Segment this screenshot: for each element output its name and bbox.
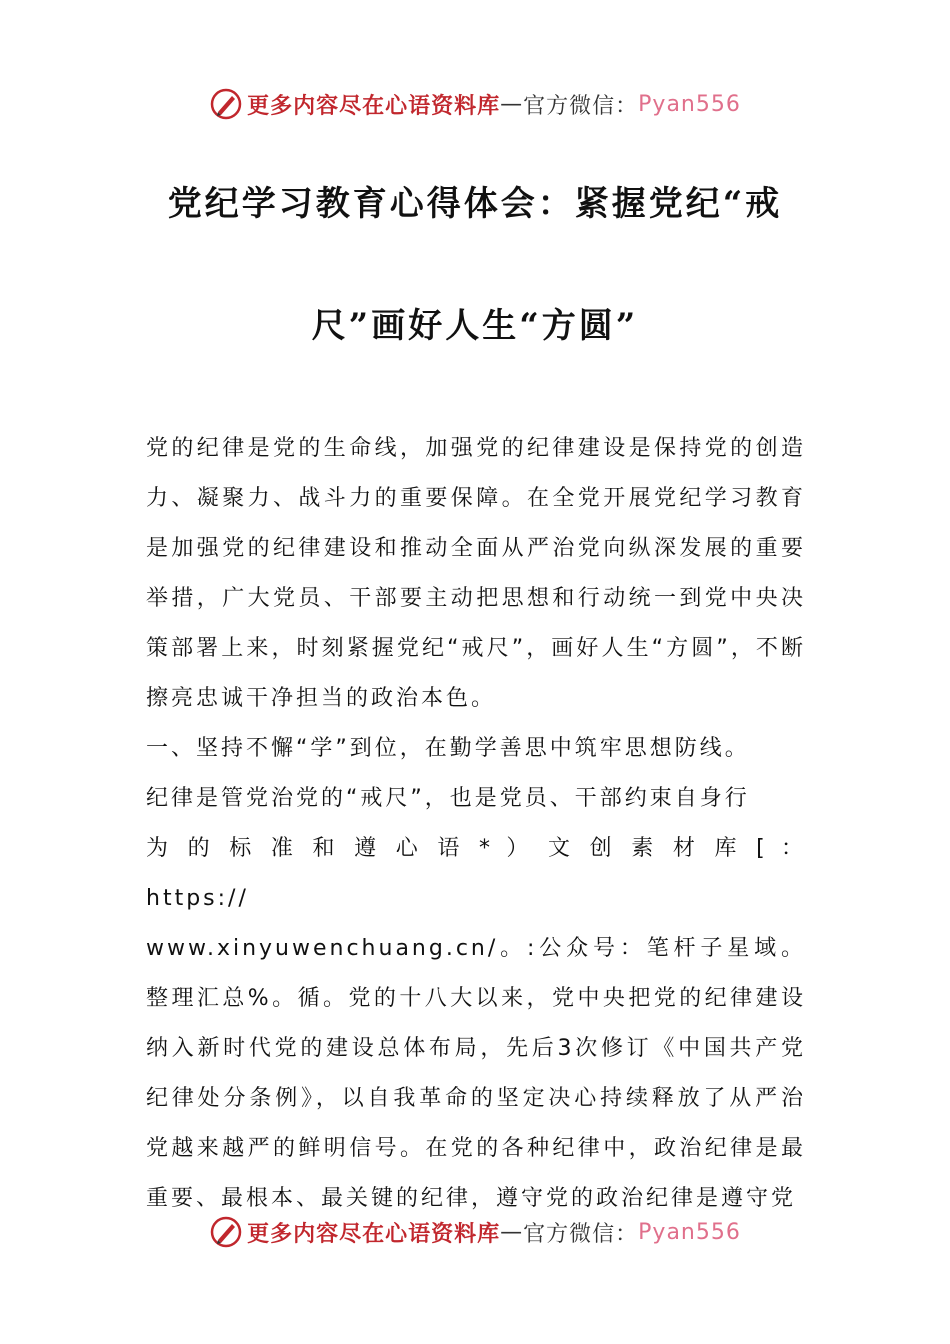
document-title-line-2: 尺”画好人生“方圆” [311, 306, 639, 346]
body-paragraph-2-line-1: 纪律是管党治党的“戒尺”，也是党员、干部约束自身行 [146, 786, 750, 811]
footer-banner [0, 1212, 950, 1252]
footer-brand-text: 更多内容尽在心语资料库 [247, 1221, 501, 1247]
pen-logo-icon [209, 87, 243, 121]
banner-contact-id: Pyan556 [638, 91, 741, 117]
footer-contact-id: Pyan556 [638, 1219, 741, 1245]
document-title-line-1: 党纪学习教育心得体会：紧握党纪“戒 [167, 184, 783, 224]
footer-contact-label: 官方微信： [523, 1221, 639, 1247]
banner-brand-text: 更多内容尽在心语资料库 [247, 93, 501, 119]
banner-dash: — [500, 91, 524, 117]
pen-logo-icon [209, 1215, 243, 1249]
body-paragraph-2-rest: www.xinyuwenchuang.cn/。:公众号：笔杆子星域。整理汇总%。循。党的十八大以来，党中央把党的纪律建设纳入新时代党的建设总体布局，先后3次修订《中国共产党纪律处分条例》，以自我革命的坚定决心持续释放了从严治党越来越严的鲜明信号。在党的各种纪律中，政治纪律是最重要、最根本、最关键的纪律，遵守党的政治纪律是遵守党 [146, 936, 806, 1211]
body-paragraph-1: 党的纪律是党的生命线，加强党的纪律建设是保持党的创造力、凝聚力、战斗力的重要保障。在全党开展党纪学习教育是加强党的纪律建设和推动全面从严治党向纵深发展的重要举措，广大党员、干部要主动把思想和行动统一到党中央决策部署上来，时刻紧握党纪“戒尺”，画好人生“方圆”，不断擦亮忠诚干净担当的政治本色。 [146, 436, 806, 711]
body-paragraph-2-line-2: 为 的 标 准 和 遵 心 语 * ） 文 创 素 材 库 [ ： https:// [146, 836, 806, 911]
banner-contact-label: 官方微信： [523, 93, 639, 119]
section-heading-1: 一、坚持不懈“学”到位，在勤学善思中筑牢思想防线。 [146, 736, 750, 761]
header-banner [0, 84, 950, 124]
footer-dash: — [500, 1219, 524, 1245]
document-body [146, 424, 806, 1224]
